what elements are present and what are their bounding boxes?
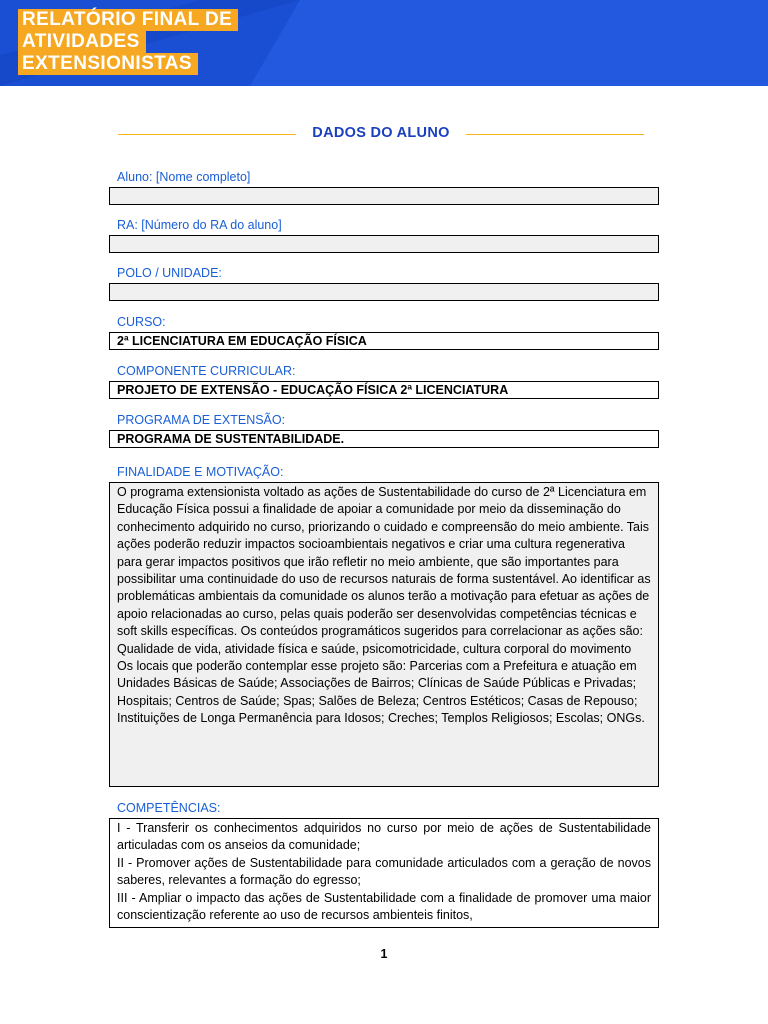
ra-label: RA: [Número do RA do aluno] (117, 218, 282, 232)
finalidade-paragraph-1: O programa extensionista voltado as ações de Sustentabilidade do curso de 2ª Licenciatura em Educação Física possui a finalidade de apoiar a comunidade por meio da disseminação do conhecimento adquirido no curso, priorizando o cuidado e compreensão do meio ambiente. Tais ações poderão reduzir impactos socioambientais negativos e criar uma cultura regenerativa para gerar impactos positivos que irão refletir no meio ambiente, que são importantes para possibilitar uma continuidade do uso de recursos naturais de forma sustentável. Ao identificar as problemáticas ambientais da comunidade os alunos terão a motivação para efetuar as ações de apoio relacionadas ao curso, pelas quais poderão ser desenvolvidas competências técnicas e soft skills específicas. Os conteúdos programáticos sugeridos para correlacionar as ações são: Qualidade de vida, atividade física e saúde, psicomotricidade, cultura corporal do movimento (117, 485, 651, 656)
field-competencias (109, 801, 659, 928)
aluno-input[interactable] (109, 187, 659, 205)
field-polo (109, 266, 659, 301)
finalidade-text (109, 482, 659, 787)
field-programa (109, 413, 659, 448)
ra-input[interactable] (109, 235, 659, 253)
curso-value: 2ª LICENCIATURA EM EDUCAÇÃO FÍSICA (109, 332, 659, 350)
competencia-2: II - Promover ações de Sustentabilidade para comunidade articulados com a geração de novos saberes, relevantes a formação do egresso; (117, 855, 651, 888)
finalidade-paragraph-2: Os locais que poderão contemplar esse projeto são: Parcerias com a Prefeitura e atuação em Unidades Básicas de Saúde; Associações de Bairros; Clínicas de Saúde Públicas e Privadas; Hospitais; Centros de Saúde; Spas; Salões de Beleza; Centros Estéticos; Casas de Repouso; Instituições de Longa Permanência para Idosos; Creches; Templos Religiosos; Escolas; ONGs. (117, 659, 645, 726)
field-aluno (109, 170, 659, 205)
aluno-label: Aluno: [Nome completo] (117, 170, 251, 184)
polo-label: POLO / UNIDADE: (117, 266, 222, 280)
programa-value: PROGRAMA DE SUSTENTABILIDADE. (109, 430, 659, 448)
header-banner (0, 0, 768, 86)
competencia-3: III - Ampliar o impacto das ações de Sustentabilidade com a finalidade de promover uma maior conscientização referente ao uso de recursos ambienteis finitos, (117, 890, 651, 923)
field-ra (109, 218, 659, 253)
report-title-line-3: EXTENSIONISTAS (18, 53, 198, 75)
page-number: 1 (380, 947, 388, 961)
field-finalidade (109, 465, 659, 787)
competencia-1: I - Transferir os conhecimentos adquiridos no curso por meio de ações de Sustentabilidade articuladas com os anseios da comunidade; (117, 821, 651, 853)
componente-label: COMPONENTE CURRICULAR: (117, 364, 296, 378)
field-curso (109, 315, 659, 350)
componente-value: PROJETO DE EXTENSÃO - EDUCAÇÃO FÍSICA 2ª LICENCIATURA (109, 381, 659, 399)
programa-label: PROGRAMA DE EXTENSÃO: (117, 413, 286, 427)
heading-rule-right (466, 134, 644, 135)
finalidade-label: FINALIDADE E MOTIVAÇÃO: (117, 465, 284, 479)
curso-label: CURSO: (117, 315, 166, 329)
competencias-text (109, 818, 659, 928)
report-title (18, 9, 238, 75)
polo-input[interactable] (109, 283, 659, 301)
section-title: DADOS DO ALUNO (312, 125, 450, 141)
section-heading (118, 123, 644, 145)
report-title-line-1: RELATÓRIO FINAL DE (18, 9, 238, 31)
field-componente (109, 364, 659, 399)
competencias-label: COMPETÊNCIAS: (117, 801, 221, 815)
report-title-line-2: ATIVIDADES (18, 31, 146, 53)
